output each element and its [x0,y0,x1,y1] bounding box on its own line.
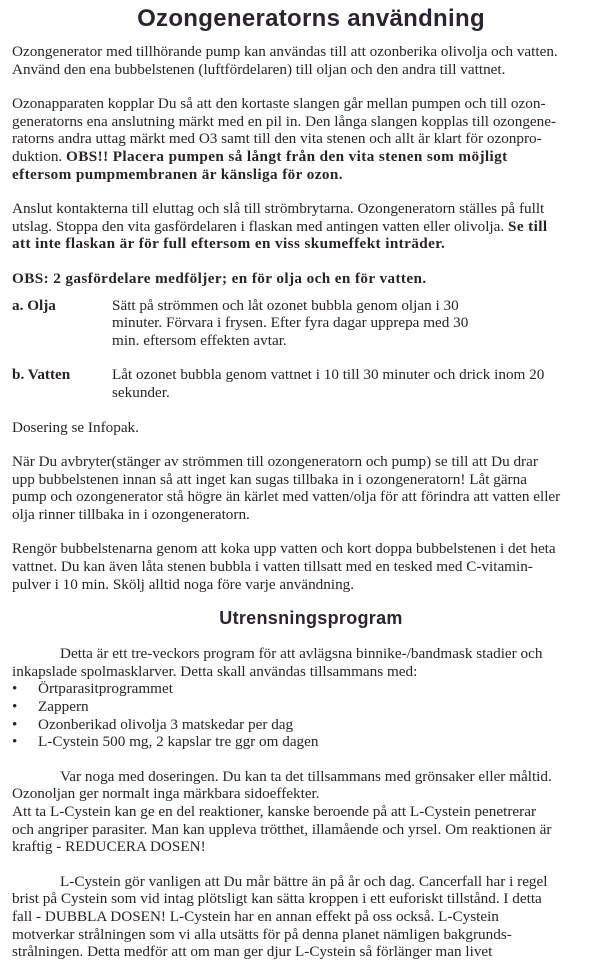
text-line: kraftig - REDUCERA DOSEN! [12,838,206,856]
text-line: motverkar strålningen som vi alla utsätts för på denna planet nämligen bakgrunds- [12,925,512,943]
document-page [12,0,610,961]
item-text [112,297,610,350]
dosage-note: Dosering se Infopak. [12,418,139,436]
section-title: Utrensningsprogram [219,608,403,629]
text-line: inkapslade spolmasklarver. Detta skall användas tillsammans med: [12,662,418,680]
text-line: pump och ozongenerator stå högre än kärlet med vatten/olja för att förindra att vatten eller [12,488,561,506]
text-line: minuter. Förvara i frysen. Efter fyra dagar upprepa med 30 [112,314,469,332]
text-line: Detta är ett tre-veckors program för att avlägsna binnike-/bandmask stadier och [60,645,543,663]
program-list [12,680,610,750]
text-line: Anslut kontakterna till eluttag och slå till strömbrytarna. Ozongeneratorn ställes på fullt [12,200,545,218]
page-title: Ozongeneratorns användning [137,5,485,32]
list-item [12,716,610,734]
text-line: Sätt på strömmen och låt ozonet bubbla genom oljan i 30 [112,296,459,314]
warning-text: eftersom pumpmembranen är känsliga för ozon. [12,165,343,183]
text-line: Använd den ena bubbelstenen (luftfördelaren) till oljan och den andra till vattnet. [12,60,506,78]
shutdown-paragraph [12,453,610,523]
dosage-paragraph [12,768,610,856]
bullet-icon: • [12,680,18,698]
text-line: pulver i 10 min. Skölj alltid noga före varje användning. [12,575,355,593]
list-item-text: L-Cystein 500 mg, 2 kapslar tre ggr om dagen [38,733,319,751]
cystein-paragraph [12,873,610,961]
instruction-item-oil [12,297,610,350]
text-line: Låt ozonet bubbla genom vattnet i 10 till 30 minuter och drick inom 20 [112,366,545,384]
connection-paragraph [12,95,610,183]
text-line: Att ta L-Cystein kan ge en del reaktioner, kanske beroende på att L-Cystein penetrerar [12,803,536,820]
text-line: L-Cystein gör vanligen att Du mår bättre än på år och dag. Cancerfall har i regel [60,872,548,890]
text-line: Var noga med doseringen. Du kan ta det tillsammans med grönsaker eller måltid. [60,767,552,785]
text-fragment: utslag. Stoppa den vita gasfördelaren i flaskan med antingen vatten eller olivolja. [12,217,508,235]
text-line: fall - DUBBLA DOSEN! L-Cystein har en annan effekt på oss också. L-Cystein [12,907,499,925]
warning-text: OBS!! Placera pumpen så långt från den vita stenen som möjligt [66,147,508,165]
text-line: Rengör bubbelstenarna genom att koka upp vatten och kort doppa bubbelstenen i det heta [12,540,556,558]
warning-text: att inte flaskan är för full eftersom en viss skumeffekt inträder. [12,235,446,253]
obs-note: OBS: 2 gasfördelare medföljer; en för olja och en för vatten. [12,269,427,287]
text-line: olja rinner tillbaka in i ozongeneratorn. [12,505,250,523]
instruction-item-water [12,366,610,401]
text-line: upp bubbelstenen innan så att inget kan sugas tillbaka in i ozongeneratorn! Låt gärna [12,470,527,488]
bullet-icon: • [12,715,18,733]
bullet-icon: • [12,698,18,716]
text-line: och angriper parasiter. Man kan uppleva trötthet, illamående och yrsel. Om reaktionen är [12,820,552,838]
intro-paragraph [12,43,610,78]
text-line: brist på Cystein som vid intag plötsligt kan sätta kroppen i ett euforiskt tillstånd. I detta [12,890,542,908]
text-line: Ozonoljan ger normalt inga märkbara sidoeffekter. [12,785,320,803]
text-fragment: duktion. [12,147,67,165]
text-line: strålningen. Detta medför att om man ger djur L-Cystein så förlänger man livet [12,943,493,961]
text-line: Ozongenerator med tillhörande pump kan användas till att ozonberika olivolja och vatten. [12,43,558,60]
list-item [12,698,610,716]
list-item [12,680,610,698]
text-line: När Du avbryter(stänger av strömmen till ozongeneratorn och pump) se till att Du drar [12,453,538,471]
text-line [12,148,610,166]
power-paragraph [12,200,610,253]
text-line: min. eftersom effekten avtar. [112,331,287,349]
list-item-text: Örtparasitprogrammet [38,680,173,698]
text-line: generatorns ena anslutning märkt med en pil in. Den långa slangen kopplas till ozongene- [12,112,557,130]
bullet-icon: • [12,733,18,751]
text-line: vattnet. Du kan även låta stenen bubbla i vatten tillsatt med en tesked med C-vitamin- [12,558,533,576]
program-paragraph [12,645,610,680]
list-item [12,733,610,751]
list-item-text: Ozonberikad olivolja 3 matskedar per dag [38,715,294,733]
text-line: sekunder. [112,383,170,401]
text-line: ratorns andra uttag märkt med O3 samt till den vita stenen och allt är klart för ozonpro- [12,130,542,148]
list-item-text: Zappern [38,698,89,716]
cleaning-paragraph [12,540,610,593]
text-line [12,218,610,236]
item-text [112,366,610,401]
text-line: Ozonapparaten kopplar Du så att den kortaste slangen går mellan pumpen och till ozon- [12,95,546,113]
warning-text: Se till [507,217,548,235]
item-label: a. Olja [12,296,56,314]
item-label: b. Vatten [12,366,71,384]
